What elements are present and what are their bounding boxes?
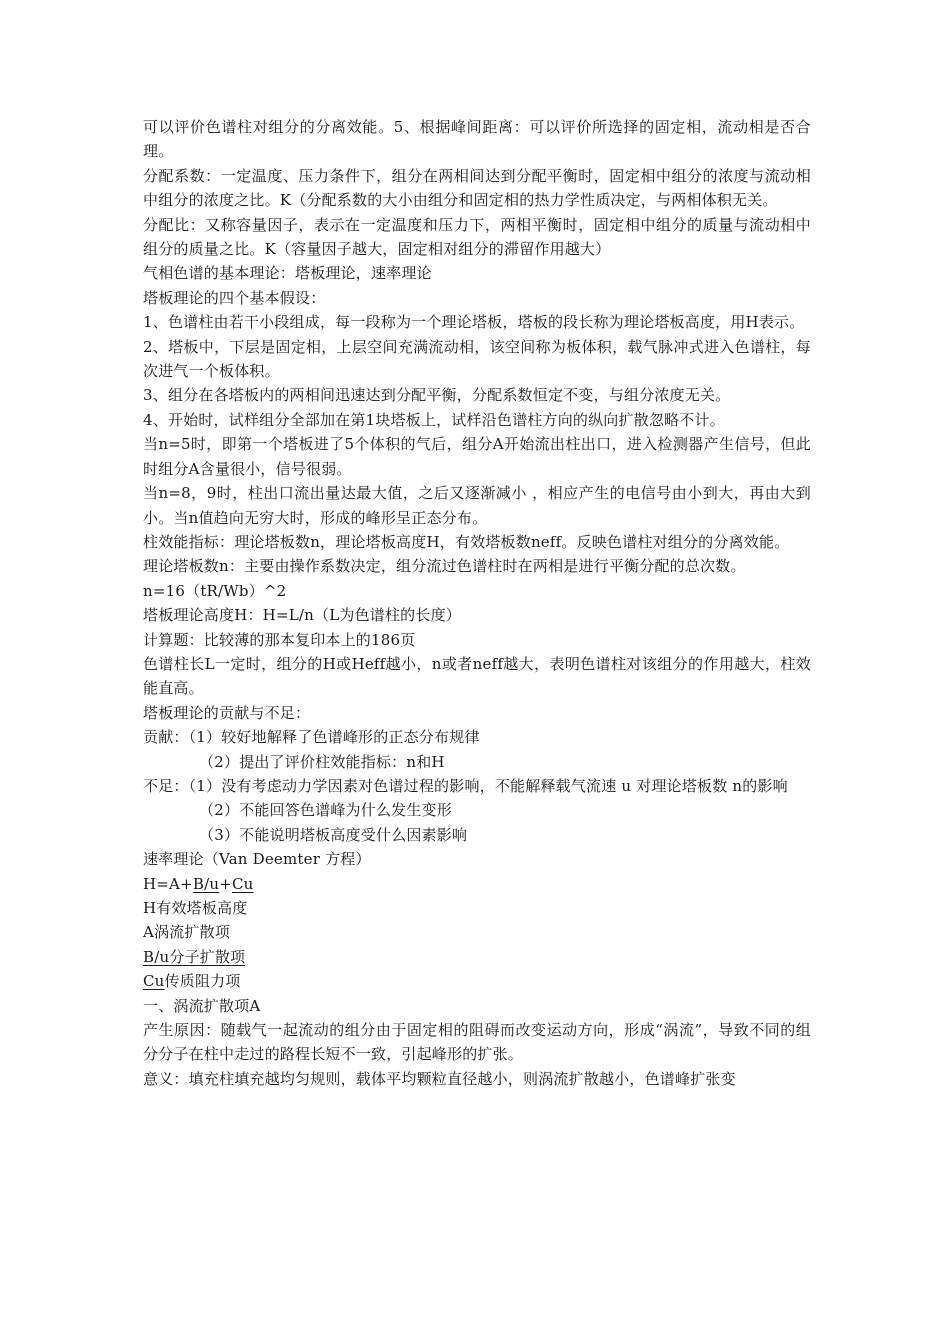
term-c (143, 969, 811, 993)
formula-plate-height: 塔板理论高度H：H=L/n（L为色谱柱的长度） (143, 606, 461, 625)
term-b (143, 945, 811, 969)
document-body (143, 115, 811, 1091)
paragraph-eddy-significance: 意义：填充柱填充越均匀规则，载体平均颗粒直径越小，则涡流扩散越小，色谱峰扩张变 (143, 1069, 736, 1088)
heading-contribution-shortcoming: 塔板理论的贡献与不足： (143, 703, 311, 722)
paragraph-separation-efficiency: 可以评价色谱柱对组分的分离效能。5、根据峰间距离：可以评价所选择的固定相，流动相是否合理。 (143, 118, 811, 161)
contribution-2: （2）提出了评价柱效能指标：n和H (199, 752, 445, 771)
shortcoming-1: 不足：（1）没有考虑动力学因素对色谱过程的影响，不能解释载气流速 u 对理论塔板数 n的影响 (143, 776, 788, 795)
heading-plate-theory-assumptions: 塔板理论的四个基本假设： (143, 288, 326, 307)
formula-n: n=16（tR/Wb）^2 (143, 581, 287, 600)
paragraph-partition-coefficient: 分配系数：一定温度、压力条件下，组分在两相间达到分配平衡时，固定相中组分的浓度与流动相中组分的浓度之比。K（分配系数的大小由组分和固定相的热力学性质决定，与两相体积无关。 (143, 166, 811, 210)
equation-term-c: Cu (231, 874, 254, 893)
heading-eddy-diffusion: 一、涡流扩散项A (143, 996, 261, 1015)
paragraph-column-length: 色谱柱长L一定时，组分的H或Heff越小，n或者neff越大，表明色谱柱对该组分的作用越大，柱效能直高。 (143, 654, 811, 698)
paragraph-theoretical-plates: 理论塔板数n：主要由操作系数决定，组分流过色谱柱时在两相是进行平衡分配的总次数。 (143, 557, 746, 576)
paragraph-partition-ratio: 分配比：又称容量因子，表示在一定温度和压力下，两相平衡时，固定相中组分的质量与流动相中组分的质量之比。K（容量因子越大，固定相对组分的滞留作用越大） (143, 215, 811, 259)
term-c-symbol: Cu (143, 972, 165, 991)
shortcoming-3: （3）不能说明塔板高度受什么因素影响 (199, 825, 468, 844)
contribution-1: 贡献：（1）较好地解释了色谱峰形的正态分布规律 (143, 728, 480, 747)
assumption-2: 2、塔板中，下层是固定相，上层空间充满流动相，该空间称为板体积，载气脉冲式进入色谱柱，每次进气一个板体积。 (143, 337, 811, 381)
equation-plus: + (219, 874, 232, 893)
paragraph-n-equals-5: 当n=5时，即第一个塔板进了5个体积的气后，组分A开始流出柱出口，进入检测器产生信号，但此时组分A含量很小，信号很弱。 (143, 435, 811, 478)
term-a: A涡流扩散项 (143, 923, 231, 942)
shortcoming-2: （2）不能回答色谱峰为什么发生变形 (199, 801, 452, 820)
paragraph-gc-basic-theory: 气相色谱的基本理论：塔板理论，速率理论 (143, 264, 432, 283)
term-h: H有效塔板高度 (143, 899, 248, 917)
van-deemter-equation (143, 872, 811, 896)
heading-rate-theory: 速率理论（Van Deemter 方程） (143, 850, 371, 869)
assumption-4: 4、开始时，试样组分全部加在第1块塔板上，试样沿色谱柱方向的纵向扩散忽略不计。 (143, 410, 725, 429)
paragraph-eddy-cause: 产生原因：随载气一起流动的组分由于固定相的阻碍而改变运动方向，形成“涡流”，导致不同的组分分子在柱中走过的路程长短不一致，引起峰形的扩张。 (143, 1021, 811, 1064)
equation-term-b: B/u (192, 874, 220, 893)
assumption-1: 1、色谱柱由若干小段组成，每一段称为一个理论塔板，塔板的段长称为理论塔板高度，用H表示。 (143, 313, 805, 332)
equation-prefix: H=A+ (143, 874, 193, 893)
term-c-text: 传质阻力项 (164, 972, 241, 991)
assumption-3: 3、组分在各塔板内的两相间迅速达到分配平衡，分配系数恒定不变，与组分浓度无关。 (143, 386, 731, 405)
paragraph-column-efficiency: 柱效能指标：理论塔板数n，理论塔板高度H，有效塔板数neff。反映色谱柱对组分的分离效能。 (143, 532, 790, 551)
term-b-text: B/u分子扩散项 (143, 947, 246, 966)
paragraph-n-equals-8-9: 当n=8，9时，柱出口流出量达最大值，之后又逐渐减小 ，相应产生的电信号由小到大，再由大到小。当n值趋向无穷大时，形成的峰形呈正态分布。 (143, 484, 811, 527)
paragraph-calculation: 计算题：比较薄的那本复印本上的186页 (143, 630, 416, 649)
